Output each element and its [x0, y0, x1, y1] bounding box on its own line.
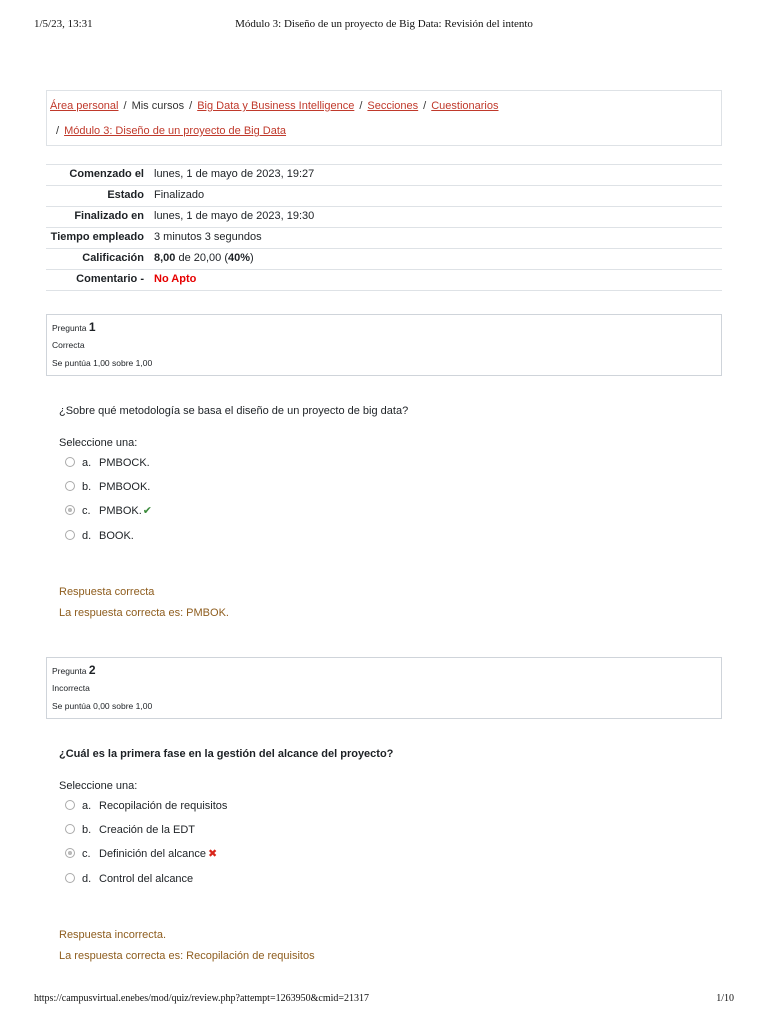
select-prompt-1: Seleccione una:: [59, 437, 138, 449]
breadcrumb-separator: /: [423, 100, 427, 112]
breadcrumb: [46, 90, 722, 146]
check-icon: ✔: [142, 505, 153, 517]
radio-button-selected[interactable]: [65, 848, 75, 858]
attempt-summary-table: [46, 164, 722, 291]
breadcrumb-mis-cursos: Mis cursos: [131, 100, 185, 112]
question-grade: Se puntúa 0,00 sobre 1,00: [52, 701, 153, 711]
radio-button[interactable]: [65, 800, 75, 810]
answer-letter: b.: [82, 481, 92, 493]
feedback-1: Respuesta correcta: [59, 586, 155, 598]
question-grade: Se puntúa 1,00 sobre 1,00: [52, 358, 153, 368]
question-state: Incorrecta: [52, 683, 90, 693]
started-label: Comenzado el: [69, 168, 144, 180]
question-label: Pregunta: [52, 666, 87, 676]
answer-letter: c.: [82, 848, 91, 860]
comment-label: Comentario -: [76, 273, 144, 285]
grade-of: de 20,00 (: [175, 252, 229, 264]
grade-label: Calificación: [82, 252, 144, 264]
answer-option-1a[interactable]: [65, 455, 150, 471]
print-date: 1/5/23, 13:31: [34, 18, 93, 30]
feedback-2: Respuesta incorrecta.: [59, 929, 166, 941]
answer-letter: b.: [82, 824, 92, 836]
grade-close: ): [250, 252, 254, 264]
answer-text: PMBOK.: [99, 505, 142, 517]
right-answer-2: La respuesta correcta es: Recopilación de requisitos: [59, 950, 315, 962]
breadcrumb-separator: /: [56, 125, 60, 137]
grade-score: 8,00: [154, 252, 176, 264]
summary-row-state: [46, 186, 722, 207]
summary-row-started: [46, 165, 722, 186]
answer-option-2a[interactable]: [65, 798, 227, 814]
radio-button[interactable]: [65, 457, 75, 467]
breadcrumb-course[interactable]: Big Data y Business Intelligence: [197, 100, 355, 112]
answer-text: Recopilación de requisitos: [99, 800, 228, 812]
answer-text: Definición del alcance: [99, 848, 207, 860]
breadcrumb-area-personal[interactable]: Área personal: [50, 100, 119, 112]
answer-letter: a.: [82, 457, 92, 469]
answer-letter: c.: [82, 505, 91, 517]
print-title: Módulo 3: Diseño de un proyecto de Big Data: Revisión del intento: [235, 18, 533, 30]
question-info-2: [46, 657, 722, 719]
radio-button[interactable]: [65, 481, 75, 491]
question-text-2: ¿Cuál es la primera fase en la gestión del alcance del proyecto?: [59, 748, 394, 760]
radio-button[interactable]: [65, 873, 75, 883]
answer-option-1c[interactable]: [65, 503, 152, 519]
answer-text: Creación de la EDT: [99, 824, 195, 836]
print-url: https://campusvirtual.enebes/mod/quiz/review.php?attempt=1263950&cmid=21317: [34, 993, 370, 1004]
breadcrumb-separator: /: [123, 100, 127, 112]
question-text-1: ¿Sobre qué metodología se basa el diseño de un proyecto de big data?: [59, 405, 409, 417]
breadcrumb-separator: /: [189, 100, 193, 112]
cross-icon: ✖: [208, 848, 218, 860]
grade-value: [150, 249, 722, 270]
breadcrumb-module[interactable]: Módulo 3: Diseño de un proyecto de Big Data: [64, 125, 287, 137]
time-label: Tiempo empleado: [50, 231, 144, 243]
answer-text: PMBOCK.: [99, 457, 150, 469]
answer-option-2d[interactable]: [65, 871, 193, 887]
comment-text: No Apto: [154, 273, 197, 285]
comment-value: [150, 270, 722, 291]
radio-button[interactable]: [65, 824, 75, 834]
answer-letter: d.: [82, 873, 92, 885]
grade-percent: 40%: [228, 252, 251, 264]
select-prompt-2: Seleccione una:: [59, 780, 138, 792]
answer-text: Control del alcance: [99, 873, 194, 885]
started-value: lunes, 1 de mayo de 2023, 19:27: [154, 168, 315, 180]
time-value: 3 minutos 3 segundos: [154, 231, 262, 243]
answer-option-2b[interactable]: [65, 822, 195, 838]
radio-button-selected[interactable]: [65, 505, 75, 515]
answer-letter: d.: [82, 530, 92, 542]
finished-value: lunes, 1 de mayo de 2023, 19:30: [154, 210, 315, 222]
summary-row-grade: [46, 249, 722, 270]
answer-text: BOOK.: [99, 530, 134, 542]
breadcrumb-separator: /: [359, 100, 363, 112]
question-state: Correcta: [52, 340, 85, 350]
answer-option-1b[interactable]: [65, 479, 150, 495]
question-info-1: [46, 314, 722, 376]
summary-row-comment: [46, 270, 722, 291]
state-value: Finalizado: [154, 189, 205, 201]
answer-option-1d[interactable]: [65, 528, 134, 544]
question-number: 1: [88, 320, 96, 334]
finished-label: Finalizado en: [74, 210, 144, 222]
summary-row-finished: [46, 207, 722, 228]
summary-row-time: [46, 228, 722, 249]
answer-letter: a.: [82, 800, 92, 812]
answer-text: PMBOOK.: [99, 481, 151, 493]
state-label: Estado: [107, 189, 144, 201]
radio-button[interactable]: [65, 530, 75, 540]
breadcrumb-cuestionarios[interactable]: Cuestionarios: [431, 100, 499, 112]
question-number: 2: [88, 663, 96, 677]
breadcrumb-secciones[interactable]: Secciones: [367, 100, 419, 112]
question-label: Pregunta: [52, 323, 87, 333]
print-page-number: 1/10: [716, 993, 734, 1004]
answer-option-2c[interactable]: [65, 846, 217, 862]
right-answer-1: La respuesta correcta es: PMBOK.: [59, 607, 229, 619]
